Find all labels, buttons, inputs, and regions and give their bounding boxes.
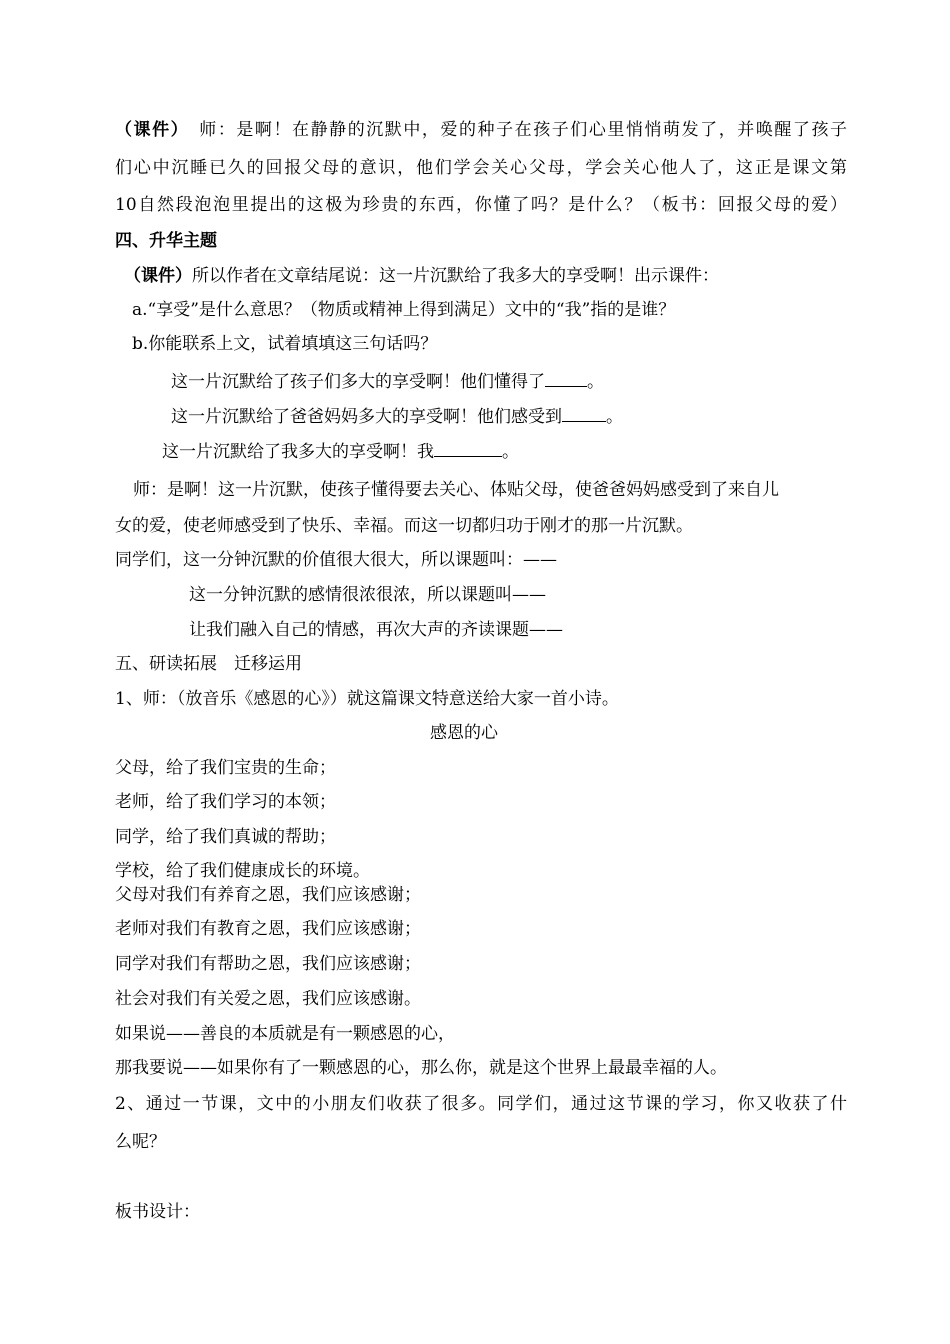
paragraph-line bbox=[115, 119, 847, 141]
poem-line: 同学对我们有帮助之恩，我们应该感谢； bbox=[115, 954, 421, 974]
paragraph-line: 2、通过一节课，文中的小朋友们收获了很多。同学们，通过这节课的学习，你又收获了什 bbox=[115, 1094, 847, 1114]
courseware-tag: （课件） bbox=[115, 120, 181, 140]
paragraph-line: 1、师：（放音乐《感恩的心》）就这篇课文特意送给大家一首小诗。 bbox=[115, 689, 619, 709]
fill-sentence bbox=[171, 406, 623, 428]
paragraph-line: 么呢？ bbox=[115, 1132, 166, 1152]
paragraph-line: 师：是啊！这一片沉默，使孩子懂得要去关心、体贴父母，使爸爸妈妈感受到了来自儿 bbox=[133, 480, 779, 500]
line-text: 。 bbox=[587, 372, 604, 392]
question-a: a.“享受”是什么意思？（物质或精神上得到满足）文中的“我”指的是谁？ bbox=[132, 300, 676, 320]
fill-sentence bbox=[171, 371, 604, 393]
fill-blank[interactable] bbox=[434, 442, 502, 457]
poem-line: 老师对我们有教育之恩，我们应该感谢； bbox=[115, 919, 421, 939]
paragraph-line bbox=[124, 265, 719, 287]
section-heading: 五、研读拓展 迁移运用 bbox=[115, 654, 302, 674]
poem-line: 那我要说——如果你有了一颗感恩的心，那么你，就是这个世界上最最幸福的人。 bbox=[115, 1058, 727, 1078]
line-text: 师：是啊！在静静的沉默中，爱的种子在孩子们心里悄悄萌发了，并唤醒了孩子 bbox=[199, 120, 848, 140]
poem-line: 老师，给了我们学习的本领； bbox=[115, 792, 336, 812]
poem-line: 父母，给了我们宝贵的生命； bbox=[115, 758, 336, 778]
line-text: 所以作者在文章结尾说：这一片沉默给了我多大的享受啊！出示课件： bbox=[192, 266, 719, 286]
paragraph-line: 女的爱，使老师感受到了快乐、幸福。而这一切都归功于刚才的那一片沉默。 bbox=[115, 516, 693, 536]
poem-line: 社会对我们有关爱之恩，我们应该感谢。 bbox=[115, 989, 421, 1009]
poem-line: 同学，给了我们真诚的帮助； bbox=[115, 827, 336, 847]
poem-line: 父母对我们有养育之恩，我们应该感谢； bbox=[115, 885, 421, 905]
paragraph-line: 让我们融入自己的情感，再次大声的齐读课题—— bbox=[189, 620, 563, 640]
section-heading: 四、升华主题 bbox=[115, 231, 217, 251]
paragraph-line: 同学们，这一分钟沉默的价值很大很大，所以课题叫：—— bbox=[115, 550, 557, 570]
line-text: 。 bbox=[606, 407, 623, 427]
paragraph-line: 10自然段泡泡里提出的这极为珍贵的东西，你懂了吗？是什么？（板书：回报父母的爱） bbox=[115, 195, 847, 215]
courseware-tag: （课件） bbox=[124, 266, 192, 286]
paragraph-line: 们心中沉睡已久的回报父母的意识，他们学会关心父母，学会关心他人了，这正是课文第 bbox=[115, 158, 847, 178]
paragraph-line: 这一分钟沉默的感情很浓很浓，所以课题叫—— bbox=[189, 585, 546, 605]
fill-blank[interactable] bbox=[562, 407, 606, 422]
poem-title: 感恩的心 bbox=[430, 723, 498, 743]
line-text: 这一片沉默给了孩子们多大的享受啊！他们懂得了 bbox=[171, 372, 545, 392]
poem-line: 如果说——善良的本质就是有一颗感恩的心， bbox=[115, 1024, 455, 1044]
fill-blank[interactable] bbox=[545, 372, 587, 387]
poem-line: 学校，给了我们健康成长的环境。 bbox=[115, 861, 370, 881]
board-design-label: 板书设计： bbox=[115, 1202, 200, 1222]
line-text: 。 bbox=[502, 442, 519, 462]
line-text: 这一片沉默给了爸爸妈妈多大的享受啊！他们感受到 bbox=[171, 407, 562, 427]
line-text: 这一片沉默给了我多大的享受啊！我 bbox=[162, 442, 434, 462]
fill-sentence bbox=[162, 441, 519, 463]
question-b: b.你能联系上文，试着填填这三句话吗？ bbox=[132, 334, 438, 354]
